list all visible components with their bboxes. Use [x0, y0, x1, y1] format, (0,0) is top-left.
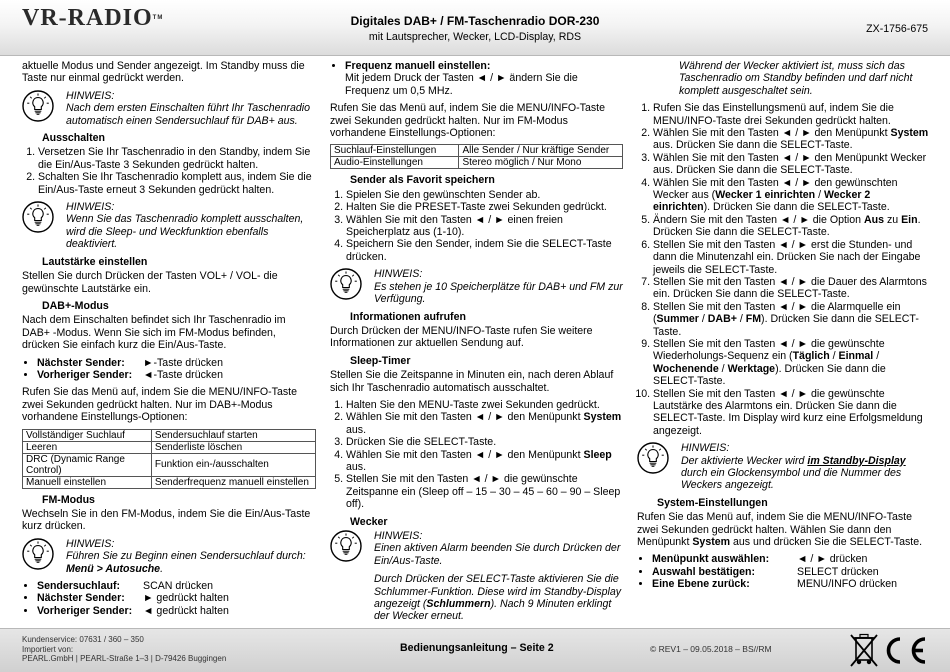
list-item: 9. Stellen Sie mit den Tasten ◄ / ► die gewünschte Wiederholungs-Sequenz ein (Täglich / Einmal / Wochenende / Werktage). Drücken Sie dann die SELECT-Taste. [653, 338, 929, 388]
note-text: Durch Drücken der SELECT-Taste aktivieren Sie die Schlummer-Funktion. Diese wird im Standby-Display angezeigt (Schlummern). Nach 9 Minuten erklingt der Wecker erneut. [374, 573, 622, 623]
note-title: HINWEIS: [66, 201, 115, 214]
note-title: HINWEIS: [374, 530, 423, 542]
section-title-lautstaerke: Lautstärke einstellen [42, 255, 148, 268]
list-item: 3. Wählen Sie mit den Tasten ◄ / ► den Menüpunkt Wecker aus. Drücken Sie dann die SELECT-Taste. [653, 152, 929, 177]
list-item: 2. Wählen Sie mit den Tasten ◄ / ► den Menüpunkt System aus. [346, 411, 623, 436]
footer-revision: © REV1 – 09.05.2018 – BS//RM [650, 644, 772, 654]
table-row: Vollständiger Suchlauf Sendersuchlauf starten [23, 429, 316, 441]
list-item: 10. Stellen Sie mit den Tasten ◄ / ► die gewünschte Lautstärke des Alarmtons ein. Drücken Sie dann die SELECT-Taste. Im Display wird kurz eine Erfolgsmeldung angezeigt. [653, 388, 929, 438]
brand-logo: VR-RADIO™ [22, 5, 164, 31]
note-box [637, 442, 929, 492]
steps-list [330, 189, 623, 263]
note-title: HINWEIS: [681, 442, 730, 455]
section-title-sleep: Sleep-Timer [350, 354, 411, 367]
page-header [0, 0, 950, 56]
compliance-marks [848, 632, 930, 670]
intro-text: aktuelle Modus und Sender angezeigt. Im Standby muss die Taste nur einmal gedrückt werden. [22, 60, 305, 85]
key-list [22, 580, 316, 617]
note-box [22, 90, 316, 127]
list-item: 4. Wählen Sie mit den Tasten ◄ / ► den gewünschten Wecker aus (Wecker 1 einrichten / Wecker 2 einrichten). Drücken Sie dann die SELECT-Taste. [653, 177, 929, 214]
key-list [22, 357, 316, 382]
note-title: HINWEIS: [66, 537, 115, 550]
paragraph: Rufen Sie das Menü auf, indem Sie die MENU/INFO-Taste zwei Sekunden gedrückt halten. Nur im DAB+-Modus vorhandene Einstellungs-Optionen: [22, 386, 297, 424]
article-number: ZX-1756-675 [866, 23, 928, 35]
section-title-info: Informationen aufrufen [350, 310, 466, 323]
section-title-dab: DAB+-Modus [42, 299, 109, 312]
section-title-system: System-Einstellungen [657, 496, 768, 509]
list-item: • Auswahl bestätigen: SELECT drücken [652, 566, 929, 578]
paragraph: Durch Drücken der MENU/INFO-Taste rufen Sie weitere Informationen zur aktuellen Sendung auf. [330, 324, 593, 350]
fm-options-table [330, 144, 623, 169]
list-item: 1. Versetzen Sie Ihr Taschenradio in den Standby, indem Sie die Ein/Aus-Taste 3 Sekunden gedrückt halten. [38, 146, 316, 171]
list-item: 3. Drücken Sie die SELECT-Taste. [346, 436, 623, 448]
note-box [22, 201, 316, 251]
lightbulb-icon [330, 268, 362, 300]
crossed-bin-icon [851, 635, 877, 667]
table-row: DRC (Dynamic Range Control) Funktion ein-/ausschalten [23, 453, 316, 476]
list-item: 3. Wählen Sie mit den Tasten ◄ / ► einen freien Speicherplatz aus (1-10). [346, 214, 623, 239]
note-title: HINWEIS: [66, 89, 115, 102]
list-item: 5. Stellen Sie mit den Tasten ◄ / ► die gewünschte Zeitspanne ein (Sleep off – 15 – 30 – 45 – 60 – 90 – Sleep off). [346, 473, 623, 510]
note-title: HINWEIS: [374, 268, 423, 281]
table-row: Leeren Senderliste löschen [23, 441, 316, 453]
list-item: 4. Wählen Sie mit den Tasten ◄ / ► den Menüpunkt Sleep aus. [346, 449, 623, 474]
list-item: • Frequenz manuell einstellen: Mit jedem Druck der Tasten ◄ / ► ändern Sie die Frequenz um 0,5 MHz. [345, 60, 623, 97]
list-item: • Sendersuchlauf: SCAN drücken [37, 580, 316, 592]
note-continuation: Während der Wecker aktiviert ist, muss sich das Taschenradio om Standby befinden und darf nicht komplett ausgeschaltet sein. [679, 60, 913, 97]
list-item: 8. Stellen Sie mit den Tasten ◄ / ► die Alarmquelle ein (Summer / DAB+ / FM). Drücken Sie dann die SELECT-Taste. [653, 301, 929, 338]
list-item: 1. Halten Sie den MENU-Taste zwei Sekunden gedrückt. [346, 399, 623, 411]
list-item: 5. Ändern Sie mit den Tasten ◄ / ► die Option Aus zu Ein. Drücken Sie dann die SELECT-Taste. [653, 214, 929, 239]
list-item: • Vorheriger Sender: ◄ gedrückt halten [37, 605, 316, 617]
table-row: Audio-Einstellungen Stereo möglich / Nur Mono [331, 157, 623, 169]
page-subtitle: mit Lautsprecher, Wecker, LCD-Display, RDS [368, 31, 582, 43]
paragraph: Wechseln Sie in den FM-Modus, indem Sie die Ein/Aus-Taste kurz drücken. [22, 507, 311, 533]
steps-list [22, 146, 316, 196]
list-item: • Eine Ebene zurück: MENU/INFO drücken [652, 578, 929, 590]
list-item: 4. Speichern Sie den Sender, indem Sie die SELECT-Taste drücken. [346, 238, 623, 263]
section-title-wecker: Wecker [350, 515, 388, 528]
freq-list [330, 60, 623, 97]
column-left [22, 60, 316, 622]
dab-options-table [22, 429, 316, 489]
list-item: • Nächster Sender: ►-Taste drücken [37, 357, 316, 369]
list-item: 2. Schalten Sie Ihr Taschenradio komplett aus, indem Sie die Ein/Aus-Taste erneut 3 Sekunden gedrückt halten. [38, 171, 316, 196]
section-title-ausschalten: Ausschalten [42, 132, 105, 145]
list-item: • Nächster Sender: ► gedrückt halten [37, 592, 316, 604]
steps-list [330, 399, 623, 511]
lightbulb-icon [330, 530, 362, 562]
ce-mark-icon [888, 639, 925, 662]
lightbulb-icon [22, 90, 54, 122]
list-item: 2. Wählen Sie mit den Tasten ◄ / ► den Menüpunkt System aus. Drücken Sie dann die SELECT-Taste. [653, 127, 929, 152]
paragraph: Rufen Sie das Menü auf, indem Sie die MENU/INFO-Taste zwei Sekunden gedrückt halten. Nur im FM-Modus vorhandene Einstellungs-Optionen: [330, 102, 605, 140]
footer-page-label: Bedienungsanleitung – Seite 2 [400, 642, 554, 654]
footer-contact: Kundenservice: 07631 / 360 – 350 Importiert von: PEARL.GmbH | PEARL-Straße 1–3 | D-79426 Buggingen [22, 635, 227, 663]
list-item: 2. Halten Sie die PRESET-Taste zwei Sekunden gedrückt. [346, 201, 623, 213]
note-box [330, 268, 623, 305]
note-box [22, 538, 316, 575]
note-text: Nach dem ersten Einschalten führt Ihr Taschenradio automatisch einen Sendersuchlauf für DAB+ aus. [66, 102, 310, 127]
note-text: Es stehen je 10 Speicherplätze für DAB+ und FM zur Verfügung. [374, 280, 623, 306]
note-text: Führen Sie zu Beginn einen Sendersuchlauf durch: Menü > Autosuche. [66, 550, 306, 575]
page-footer [0, 628, 950, 672]
table-row: Manuell einstellen Senderfrequenz manuell einstellen [23, 476, 316, 488]
note-text: Der aktivierte Wecker wird im Standby-Display durch ein Glockensymbol und die Nummer des Weckers angezeigt. [681, 454, 906, 492]
paragraph: Stellen Sie durch Drücken der Tasten VOL+ / VOL- die gewünschte Lautstärke ein. [22, 270, 278, 295]
list-item: 1. Rufen Sie das Einstellungsmenü auf, indem Sie die MENU/INFO-Taste drei Sekunden gedrückt halten. [653, 102, 929, 127]
note-box [330, 530, 623, 623]
list-item: • Menüpunkt auswählen: ◄ / ► drücken [652, 553, 929, 565]
paragraph: Stellen Sie die Zeitspanne in Minuten ein, nach deren Ablauf sich Ihr Taschenradio automatisch ausschaltet. [330, 369, 614, 394]
list-item: 7. Stellen Sie mit den Tasten ◄ / ► die Dauer des Alarmtons ein. Drücken Sie dann die SELECT-Taste. [653, 276, 929, 301]
table-row: Suchlauf-Einstellungen Alle Sender / Nur kräftige Sender [331, 145, 623, 157]
list-item: • Vorheriger Sender: ◄-Taste drücken [37, 369, 316, 381]
alarm-steps-list [637, 102, 929, 437]
key-list [637, 553, 929, 590]
column-middle [330, 60, 623, 628]
section-title-favorit: Sender als Favorit speichern [350, 174, 495, 187]
paragraph: Rufen Sie das Menü auf, indem Sie die MENU/INFO-Taste zwei Sekunden gedrückt halten. Wählen Sie dann den Menüpunkt System aus und drücken Sie die SELECT-Taste. [637, 511, 923, 549]
list-item: 1. Spielen Sie den gewünschten Sender ab. [346, 189, 623, 201]
note-text: Einen aktiven Alarm beenden Sie durch Drücken der Ein/Aus-Taste. [374, 542, 621, 567]
lightbulb-icon [637, 442, 669, 474]
lightbulb-icon [22, 538, 54, 570]
note-text: Wenn Sie das Taschenradio komplett ausschalten, wird die Sleep- und Weckfunktion ebenfalls deaktiviert. [66, 213, 304, 251]
lightbulb-icon [22, 201, 54, 233]
list-item: 6. Stellen Sie mit den Tasten ◄ / ► erst die Stunden- und dann die Minutenzahl ein. Drücken Sie nach der Eingabe jeweils die SELECT-Taste. [653, 239, 929, 276]
column-right [637, 60, 929, 596]
page-title: Digitales DAB+ / FM-Taschenradio DOR-230 [350, 14, 600, 28]
paragraph: Nach dem Einschalten befindet sich Ihr Taschenradio im DAB+ -Modus. Wenn Sie sich im FM-Modus befinden, drücken Sie einfach kurz die Ein/Aus-Taste. [22, 314, 286, 352]
section-title-fm: FM-Modus [42, 493, 95, 506]
